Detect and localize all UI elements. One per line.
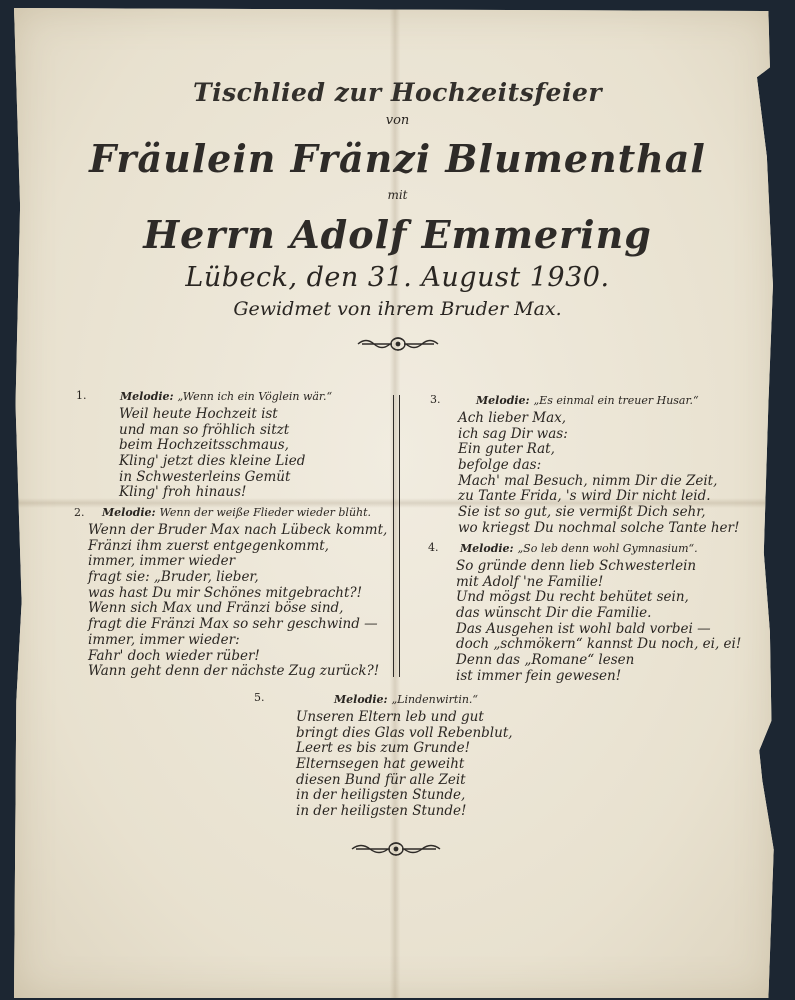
verse-line: Sie ist so gut, sie vermißt Dich sehr, (458, 504, 706, 521)
verse-line: Kling' froh hinaus! (119, 484, 247, 501)
verse-line: und man so fröhlich sitzt (119, 421, 290, 438)
verse-line: Denn das „Romane“ lesen (456, 652, 635, 669)
song-verses (88, 523, 387, 680)
verse-line: ich sag Dir was: (458, 425, 568, 442)
melody-label: Melodie: (460, 542, 514, 555)
verse-line: Wenn der Bruder Max nach Lübeck kommt, (88, 522, 388, 538)
verse-line: das wünscht Dir die Familie. (456, 605, 652, 622)
verse-line: Fahr' doch wieder rüber! (88, 647, 260, 664)
verse-line: Das Ausgehen ist wohl bald vorbei — (456, 620, 711, 637)
verse-line: immer, immer wieder (88, 553, 236, 570)
verse-line: wo kriegst Du nochmal solche Tante her! (458, 519, 740, 536)
melody-line (476, 393, 699, 409)
melody-label: Melodie: (120, 390, 174, 403)
decorative-scroll-ornament-icon (350, 839, 442, 859)
verse-line: Unseren Eltern leb und gut (296, 709, 484, 725)
melody-line (334, 692, 478, 708)
verse-line: bringt dies Glas voll Rebenblut, (296, 724, 513, 741)
melody-title: „Lindenwirtin.“ (391, 693, 479, 706)
melody-title: „So leb denn wohl Gymnasium“. (517, 542, 698, 555)
bride-name: Fräulein Fränzi Blumenthal (89, 136, 706, 181)
von-label: von (385, 113, 410, 128)
verse-line: beim Hochzeitsschmaus, (119, 437, 289, 454)
verse-line: fragt sie: „Bruder, lieber, (88, 569, 259, 586)
verse-line: Wann geht denn der nächste Zug zurück?! (88, 663, 380, 680)
decorative-scroll-ornament-icon (356, 334, 440, 354)
melody-label: Melodie: (334, 693, 388, 706)
melody-title: Wenn der weiße Flieder wieder blüht. (159, 506, 372, 519)
song-verses (458, 411, 739, 537)
column-divider (399, 395, 400, 677)
melody-title: „Wenn ich ein Vöglein wär.“ (177, 390, 333, 403)
verse-line: Ein guter Rat, (458, 441, 555, 458)
song-number: 3. (430, 393, 441, 406)
melody-label: Melodie: (102, 506, 156, 519)
melody-line (460, 541, 698, 557)
verse-line: befolge das: (458, 457, 542, 474)
melody-title: „Es einmal ein treuer Husar.“ (533, 394, 699, 407)
melody-label: Melodie: (476, 394, 530, 407)
verse-line: Elternsegen hat geweiht (296, 756, 465, 773)
song-number: 1. (76, 389, 87, 402)
verse-line: in der heiligsten Stunde, (296, 787, 466, 804)
song-number: 5. (254, 691, 265, 704)
page-title: Tischlied zur Hochzeitsfeier (192, 78, 603, 107)
verse-line: zu Tante Frida, 's wird Dir nicht leid. (458, 488, 711, 505)
mit-label: mit (387, 188, 408, 202)
verse-line: fragt die Fränzi Max so sehr geschwind — (88, 616, 378, 633)
verse-line: was hast Du mir Schönes mitgebracht?! (88, 584, 363, 601)
column-divider (393, 395, 394, 677)
verse-line: doch „schmökern“ kannst Du noch, ei, ei! (456, 636, 742, 653)
song-number: 2. (74, 506, 85, 519)
verse-line: diesen Bund für alle Zeit (296, 771, 466, 788)
verse-line: Kling' jetzt dies kleine Lied (119, 453, 306, 470)
melody-line (102, 505, 371, 521)
place-date-line: Lübeck, den 31. August 1930. (185, 262, 610, 293)
verse-line: Und mögst Du recht behütet sein, (456, 589, 689, 606)
song-verses (119, 407, 305, 501)
verse-line: Wenn sich Max und Fränzi böse sind, (88, 600, 344, 617)
verse-line: in Schwesterleins Gemüt (119, 468, 291, 485)
verse-line: Ach lieber Max, (458, 410, 567, 426)
verse-line: in der heiligsten Stunde! (296, 803, 467, 820)
song-number: 4. (428, 541, 439, 554)
verse-line: Fränzi ihm zuerst entgegenkommt, (88, 537, 329, 554)
verse-line: Mach' mal Besuch, nimm Dir die Zeit, (458, 472, 718, 489)
verse-line: ist immer fein gewesen! (456, 667, 622, 684)
verse-line: So gründe denn lieb Schwesterlein (456, 558, 697, 574)
verse-line: Leert es bis zum Grunde! (296, 740, 471, 757)
song-verses (296, 710, 513, 820)
groom-name: Herrn Adolf Emmering (143, 212, 652, 257)
melody-line (120, 389, 332, 405)
dedication-line: Gewidmet von ihrem Bruder Max. (233, 298, 562, 320)
verse-line: immer, immer wieder: (88, 631, 240, 648)
song-verses (456, 559, 741, 685)
verse-line: mit Adolf 'ne Familie! (456, 573, 604, 590)
verse-line: Weil heute Hochzeit ist (119, 406, 278, 422)
